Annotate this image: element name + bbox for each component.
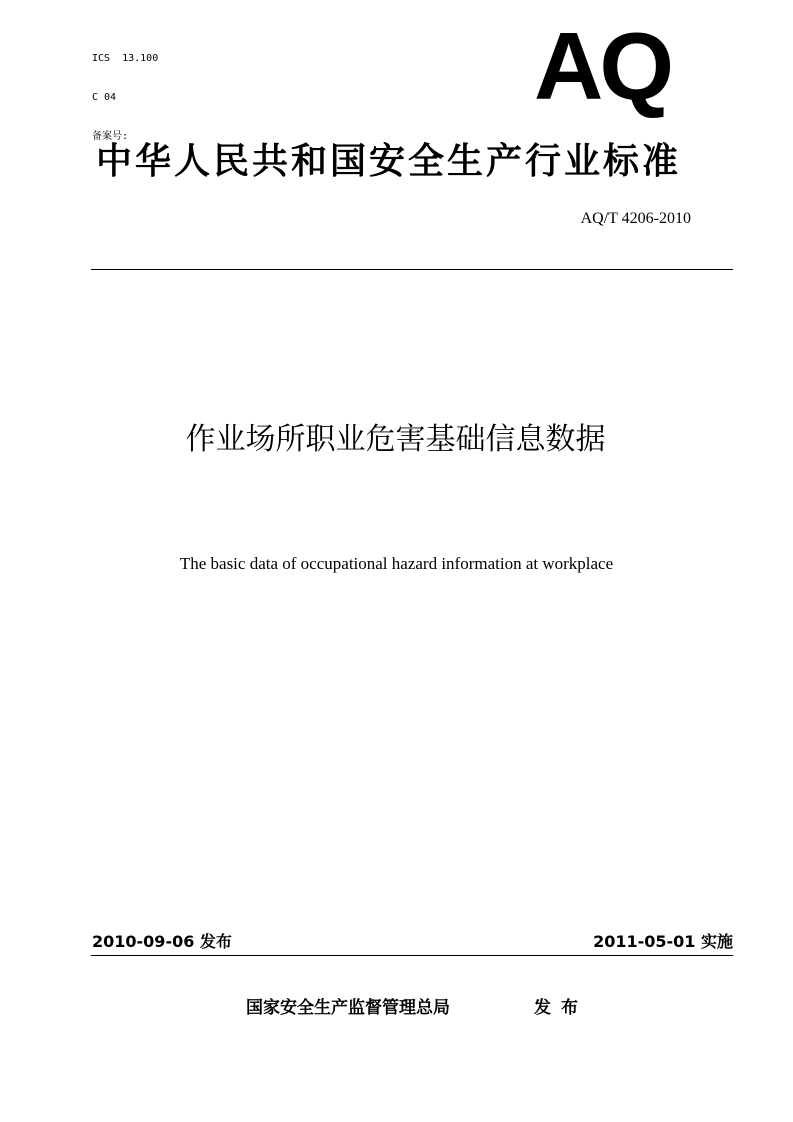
document-title-chinese: 作业场所职业危害基础信息数据 (185, 422, 606, 457)
effective-date: 2011-05-01 实施 (593, 932, 733, 951)
document-title-english: The basic data of occupational hazard information at workplace (179, 554, 614, 573)
bottom-divider (91, 955, 733, 956)
filing-number-label: 备案号: (92, 131, 129, 142)
aq-logo: AQ (534, 13, 670, 120)
ccs-code: C 04 (92, 92, 117, 103)
publish-label: 发布 (534, 998, 588, 1018)
ics-code: ICS 13.100 (92, 53, 159, 64)
issue-date: 2010-09-06 发布 (92, 932, 232, 951)
classification-block (92, 26, 158, 156)
standard-category-heading: 中华人民共和国安全生产行业标准 (96, 141, 682, 182)
standard-number: AQ/T 4206-2010 (580, 210, 691, 227)
top-divider (91, 269, 733, 270)
publisher-name: 国家安全生产监督管理总局 (246, 998, 450, 1018)
